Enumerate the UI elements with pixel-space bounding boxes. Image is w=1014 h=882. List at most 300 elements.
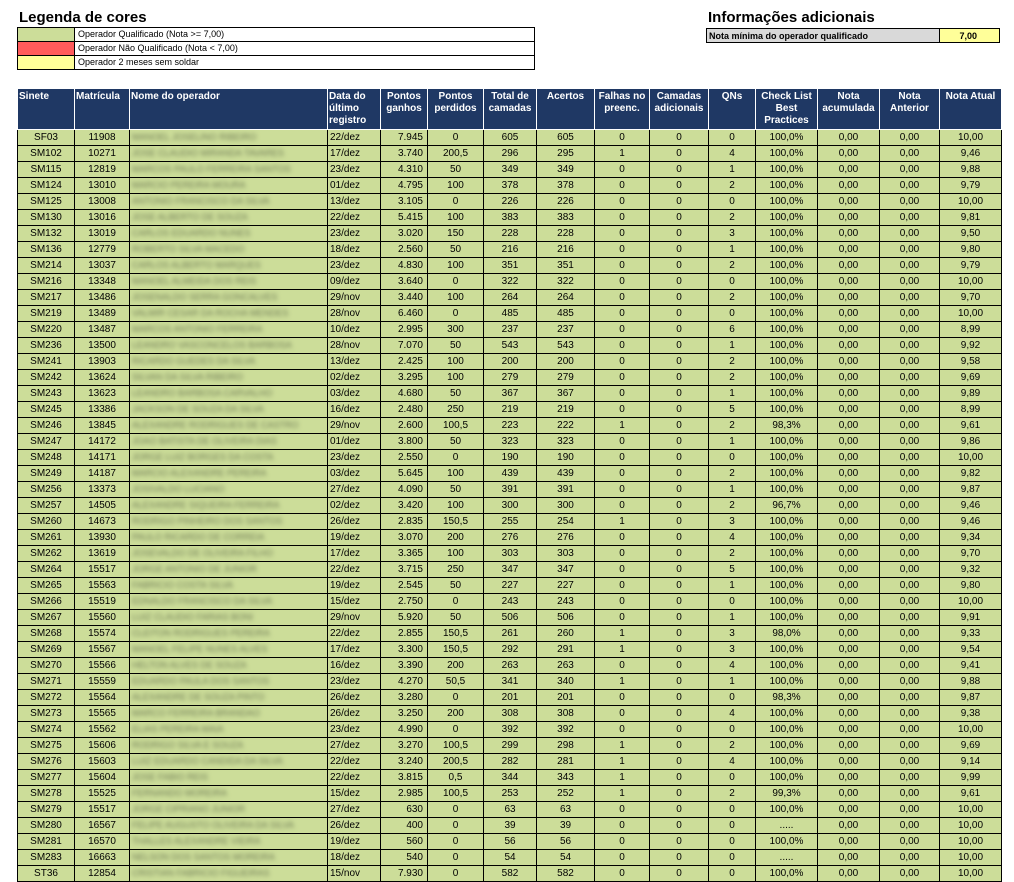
col-header-pontos-perdidos: Pontos perdidos bbox=[428, 89, 484, 130]
cell-acertos: 201 bbox=[537, 690, 595, 706]
cell-sinete: SM236 bbox=[18, 338, 75, 354]
table-row bbox=[18, 290, 1002, 306]
cell-matricula: 15560 bbox=[75, 610, 130, 626]
cell-falhas: 0 bbox=[595, 178, 650, 194]
cell-pontos-perdidos: 150 bbox=[428, 226, 484, 242]
cell-matricula: 13489 bbox=[75, 306, 130, 322]
cell-matricula: 11908 bbox=[75, 130, 130, 146]
cell-total-camadas: 351 bbox=[484, 258, 537, 274]
cell-nota-atual: 8,99 bbox=[940, 322, 1002, 338]
legend-item bbox=[18, 42, 535, 56]
cell-camadas-adicionais: 0 bbox=[650, 642, 709, 658]
cell-matricula: 14172 bbox=[75, 434, 130, 450]
cell-qns: 4 bbox=[709, 754, 756, 770]
cell-sinete: SM271 bbox=[18, 674, 75, 690]
cell-checklist: 100,0% bbox=[756, 770, 818, 786]
cell-nota-atual: 10,00 bbox=[940, 722, 1002, 738]
cell-nota-acumulada: 0,00 bbox=[818, 210, 880, 226]
color-legend bbox=[17, 27, 535, 70]
cell-sinete: SM216 bbox=[18, 274, 75, 290]
cell-total-camadas: 439 bbox=[484, 466, 537, 482]
cell-data: 22/dez bbox=[328, 130, 381, 146]
cell-checklist: 100,0% bbox=[756, 226, 818, 242]
cell-qns: 5 bbox=[709, 562, 756, 578]
table-row bbox=[18, 386, 1002, 402]
cell-nota-acumulada: 0,00 bbox=[818, 514, 880, 530]
cell-pontos-perdidos: 200,5 bbox=[428, 754, 484, 770]
cell-camadas-adicionais: 0 bbox=[650, 370, 709, 386]
cell-sinete: SF03 bbox=[18, 130, 75, 146]
cell-pontos-perdidos: 0 bbox=[428, 274, 484, 290]
cell-matricula: 12819 bbox=[75, 162, 130, 178]
cell-checklist: 100,0% bbox=[756, 194, 818, 210]
operator-name: LUIZ CLAUDIO FARIAS BONI bbox=[132, 612, 254, 622]
cell-nota-atual: 9,38 bbox=[940, 706, 1002, 722]
cell-matricula: 13930 bbox=[75, 530, 130, 546]
cell-nota-atual: 9,46 bbox=[940, 146, 1002, 162]
cell-total-camadas: 303 bbox=[484, 546, 537, 562]
cell-acertos: 506 bbox=[537, 610, 595, 626]
operator-name: ALEXANDRE DE SOUZA PINTO bbox=[132, 692, 265, 702]
cell-pontos-ganhos: 5.415 bbox=[381, 210, 428, 226]
cell-nome bbox=[130, 178, 328, 194]
cell-nota-acumulada: 0,00 bbox=[818, 834, 880, 850]
cell-data: 16/dez bbox=[328, 402, 381, 418]
cell-nota-acumulada: 0,00 bbox=[818, 370, 880, 386]
cell-camadas-adicionais: 0 bbox=[650, 546, 709, 562]
legend-swatch bbox=[18, 42, 75, 56]
cell-matricula: 13348 bbox=[75, 274, 130, 290]
cell-qns: 1 bbox=[709, 578, 756, 594]
cell-matricula: 15519 bbox=[75, 594, 130, 610]
cell-total-camadas: 349 bbox=[484, 162, 537, 178]
cell-nome bbox=[130, 578, 328, 594]
cell-matricula: 14187 bbox=[75, 466, 130, 482]
table-row bbox=[18, 610, 1002, 626]
cell-nota-acumulada: 0,00 bbox=[818, 546, 880, 562]
info-table bbox=[706, 28, 1000, 43]
cell-qns: 1 bbox=[709, 610, 756, 626]
cell-pontos-perdidos: 0 bbox=[428, 722, 484, 738]
cell-nome bbox=[130, 306, 328, 322]
cell-falhas: 1 bbox=[595, 674, 650, 690]
cell-sinete: SM265 bbox=[18, 578, 75, 594]
cell-nota-acumulada: 0,00 bbox=[818, 482, 880, 498]
cell-nota-acumulada: 0,00 bbox=[818, 610, 880, 626]
cell-acertos: 243 bbox=[537, 594, 595, 610]
cell-sinete: SM246 bbox=[18, 418, 75, 434]
cell-pontos-ganhos: 4.090 bbox=[381, 482, 428, 498]
cell-pontos-ganhos: 4.830 bbox=[381, 258, 428, 274]
table-row bbox=[18, 242, 1002, 258]
cell-checklist: 100,0% bbox=[756, 610, 818, 626]
cell-pontos-perdidos: 50 bbox=[428, 482, 484, 498]
cell-nome bbox=[130, 386, 328, 402]
cell-data: 10/dez bbox=[328, 322, 381, 338]
cell-nota-acumulada: 0,00 bbox=[818, 338, 880, 354]
cell-checklist: 100,0% bbox=[756, 738, 818, 754]
cell-checklist: 100,0% bbox=[756, 322, 818, 338]
cell-acertos: 252 bbox=[537, 786, 595, 802]
cell-qns: 3 bbox=[709, 226, 756, 242]
cell-sinete: SM257 bbox=[18, 498, 75, 514]
cell-qns: 2 bbox=[709, 290, 756, 306]
cell-camadas-adicionais: 0 bbox=[650, 338, 709, 354]
cell-acertos: 190 bbox=[537, 450, 595, 466]
cell-nota-acumulada: 0,00 bbox=[818, 866, 880, 882]
operators-table bbox=[17, 88, 1002, 882]
cell-nome bbox=[130, 626, 328, 642]
cell-nome bbox=[130, 610, 328, 626]
cell-camadas-adicionais: 0 bbox=[650, 306, 709, 322]
table-row bbox=[18, 562, 1002, 578]
table-row bbox=[18, 770, 1002, 786]
cell-qns: 2 bbox=[709, 786, 756, 802]
cell-falhas: 1 bbox=[595, 514, 650, 530]
info-title: Informações adicionais bbox=[708, 9, 875, 26]
cell-sinete: SM275 bbox=[18, 738, 75, 754]
cell-qns: 0 bbox=[709, 130, 756, 146]
table-row bbox=[18, 434, 1002, 450]
cell-pontos-ganhos: 7.945 bbox=[381, 130, 428, 146]
cell-nome bbox=[130, 482, 328, 498]
cell-checklist: 100,0% bbox=[756, 386, 818, 402]
cell-acertos: 308 bbox=[537, 706, 595, 722]
cell-data: 01/dez bbox=[328, 434, 381, 450]
cell-pontos-perdidos: 100 bbox=[428, 210, 484, 226]
cell-pontos-perdidos: 100,5 bbox=[428, 418, 484, 434]
cell-nota-anterior: 0,00 bbox=[880, 498, 940, 514]
cell-total-camadas: 263 bbox=[484, 658, 537, 674]
table-row bbox=[18, 850, 1002, 866]
cell-nota-atual: 9,50 bbox=[940, 226, 1002, 242]
cell-pontos-ganhos: 2.985 bbox=[381, 786, 428, 802]
cell-pontos-ganhos: 3.270 bbox=[381, 738, 428, 754]
cell-sinete: SM249 bbox=[18, 466, 75, 482]
cell-falhas: 0 bbox=[595, 290, 650, 306]
cell-sinete: SM268 bbox=[18, 626, 75, 642]
cell-camadas-adicionais: 0 bbox=[650, 770, 709, 786]
cell-data: 18/dez bbox=[328, 242, 381, 258]
cell-acertos: 279 bbox=[537, 370, 595, 386]
operator-name: PAULO RICARDO DE CORREIA bbox=[132, 532, 265, 542]
cell-nome bbox=[130, 786, 328, 802]
cell-nome bbox=[130, 802, 328, 818]
cell-falhas: 0 bbox=[595, 370, 650, 386]
col-header-camadas-adicionais: Camadas adicionais bbox=[650, 89, 709, 130]
cell-nota-atual: 8,99 bbox=[940, 402, 1002, 418]
cell-sinete: SM274 bbox=[18, 722, 75, 738]
cell-acertos: 263 bbox=[537, 658, 595, 674]
cell-matricula: 12779 bbox=[75, 242, 130, 258]
cell-pontos-ganhos: 3.420 bbox=[381, 498, 428, 514]
cell-total-camadas: 392 bbox=[484, 722, 537, 738]
cell-falhas: 0 bbox=[595, 466, 650, 482]
cell-camadas-adicionais: 0 bbox=[650, 482, 709, 498]
cell-pontos-ganhos: 3.640 bbox=[381, 274, 428, 290]
cell-checklist: 100,0% bbox=[756, 370, 818, 386]
cell-nome bbox=[130, 130, 328, 146]
cell-acertos: 227 bbox=[537, 578, 595, 594]
cell-falhas: 0 bbox=[595, 546, 650, 562]
cell-data: 23/dez bbox=[328, 722, 381, 738]
cell-nome bbox=[130, 850, 328, 866]
cell-nota-anterior: 0,00 bbox=[880, 674, 940, 690]
cell-data: 22/dez bbox=[328, 626, 381, 642]
cell-total-camadas: 344 bbox=[484, 770, 537, 786]
cell-qns: 4 bbox=[709, 706, 756, 722]
cell-falhas: 0 bbox=[595, 354, 650, 370]
cell-qns: 6 bbox=[709, 322, 756, 338]
cell-nome bbox=[130, 818, 328, 834]
cell-data: 23/dez bbox=[328, 450, 381, 466]
cell-acertos: 291 bbox=[537, 642, 595, 658]
cell-total-camadas: 383 bbox=[484, 210, 537, 226]
cell-checklist: 100,0% bbox=[756, 210, 818, 226]
cell-nota-anterior: 0,00 bbox=[880, 610, 940, 626]
cell-pontos-ganhos: 5.920 bbox=[381, 610, 428, 626]
cell-matricula: 13019 bbox=[75, 226, 130, 242]
cell-pontos-ganhos: 2.855 bbox=[381, 626, 428, 642]
cell-falhas: 0 bbox=[595, 130, 650, 146]
cell-falhas: 0 bbox=[595, 274, 650, 290]
cell-nota-atual: 9,54 bbox=[940, 642, 1002, 658]
cell-nome bbox=[130, 706, 328, 722]
cell-data: 29/nov bbox=[328, 290, 381, 306]
cell-matricula: 13008 bbox=[75, 194, 130, 210]
cell-sinete: SM242 bbox=[18, 370, 75, 386]
cell-data: 15/nov bbox=[328, 866, 381, 882]
cell-falhas: 0 bbox=[595, 866, 650, 882]
cell-nota-acumulada: 0,00 bbox=[818, 786, 880, 802]
table-row bbox=[18, 818, 1002, 834]
cell-data: 16/dez bbox=[328, 658, 381, 674]
operator-name: JOSEVALDO DE OLIVEIRA FILHO bbox=[132, 548, 273, 558]
cell-nome bbox=[130, 354, 328, 370]
cell-nota-atual: 10,00 bbox=[940, 450, 1002, 466]
cell-pontos-perdidos: 0 bbox=[428, 850, 484, 866]
operator-name: JOAO BATISTA DE OLIVEIRA DIAS bbox=[132, 436, 277, 446]
cell-nota-anterior: 0,00 bbox=[880, 562, 940, 578]
cell-nota-anterior: 0,00 bbox=[880, 642, 940, 658]
cell-pontos-perdidos: 200,5 bbox=[428, 146, 484, 162]
cell-pontos-ganhos: 2.835 bbox=[381, 514, 428, 530]
cell-nota-acumulada: 0,00 bbox=[818, 706, 880, 722]
cell-acertos: 349 bbox=[537, 162, 595, 178]
cell-matricula: 15517 bbox=[75, 802, 130, 818]
cell-qns: 3 bbox=[709, 642, 756, 658]
cell-matricula: 15606 bbox=[75, 738, 130, 754]
cell-nota-atual: 9,99 bbox=[940, 770, 1002, 786]
cell-nota-anterior: 0,00 bbox=[880, 482, 940, 498]
cell-falhas: 0 bbox=[595, 242, 650, 258]
cell-total-camadas: 223 bbox=[484, 418, 537, 434]
cell-qns: 2 bbox=[709, 258, 756, 274]
cell-checklist: 100,0% bbox=[756, 594, 818, 610]
cell-data: 23/dez bbox=[328, 226, 381, 242]
cell-total-camadas: 323 bbox=[484, 434, 537, 450]
cell-data: 19/dez bbox=[328, 578, 381, 594]
cell-acertos: 485 bbox=[537, 306, 595, 322]
cell-camadas-adicionais: 0 bbox=[650, 834, 709, 850]
cell-camadas-adicionais: 0 bbox=[650, 178, 709, 194]
operator-name: RICARDO GUEDES DA SILVA bbox=[132, 356, 256, 366]
table-row bbox=[18, 530, 1002, 546]
cell-pontos-ganhos: 7.070 bbox=[381, 338, 428, 354]
cell-pontos-ganhos: 4.310 bbox=[381, 162, 428, 178]
table-row bbox=[18, 690, 1002, 706]
table-row bbox=[18, 546, 1002, 562]
cell-qns: 1 bbox=[709, 482, 756, 498]
cell-pontos-ganhos: 3.740 bbox=[381, 146, 428, 162]
cell-falhas: 0 bbox=[595, 706, 650, 722]
cell-nome bbox=[130, 402, 328, 418]
operator-name: NELSON DOS SANTOS MOREIRA bbox=[132, 852, 275, 862]
cell-qns: 1 bbox=[709, 162, 756, 178]
table-row bbox=[18, 402, 1002, 418]
cell-total-camadas: 347 bbox=[484, 562, 537, 578]
cell-pontos-perdidos: 300 bbox=[428, 322, 484, 338]
cell-nome bbox=[130, 450, 328, 466]
cell-checklist: 100,0% bbox=[756, 242, 818, 258]
cell-total-camadas: 237 bbox=[484, 322, 537, 338]
cell-falhas: 0 bbox=[595, 594, 650, 610]
cell-acertos: 237 bbox=[537, 322, 595, 338]
cell-camadas-adicionais: 0 bbox=[650, 578, 709, 594]
cell-sinete: SM124 bbox=[18, 178, 75, 194]
cell-acertos: 264 bbox=[537, 290, 595, 306]
cell-camadas-adicionais: 0 bbox=[650, 274, 709, 290]
cell-pontos-ganhos: 400 bbox=[381, 818, 428, 834]
cell-pontos-perdidos: 0 bbox=[428, 834, 484, 850]
cell-camadas-adicionais: 0 bbox=[650, 818, 709, 834]
cell-camadas-adicionais: 0 bbox=[650, 258, 709, 274]
table-row bbox=[18, 274, 1002, 290]
cell-pontos-perdidos: 50 bbox=[428, 610, 484, 626]
cell-acertos: 323 bbox=[537, 434, 595, 450]
table-row bbox=[18, 626, 1002, 642]
cell-data: 26/dez bbox=[328, 818, 381, 834]
table-row bbox=[18, 658, 1002, 674]
cell-checklist: 100,0% bbox=[756, 178, 818, 194]
cell-nota-acumulada: 0,00 bbox=[818, 242, 880, 258]
cell-data: 23/dez bbox=[328, 258, 381, 274]
cell-nota-atual: 9,46 bbox=[940, 498, 1002, 514]
operator-name: MARCOS PAULO FERREIRA SANTOS bbox=[132, 164, 291, 174]
cell-data: 19/dez bbox=[328, 530, 381, 546]
cell-checklist: ..... bbox=[756, 818, 818, 834]
cell-nome bbox=[130, 162, 328, 178]
legend-swatch bbox=[18, 56, 75, 70]
cell-matricula: 15562 bbox=[75, 722, 130, 738]
cell-matricula: 13623 bbox=[75, 386, 130, 402]
cell-qns: 1 bbox=[709, 338, 756, 354]
cell-nota-atual: 10,00 bbox=[940, 818, 1002, 834]
cell-camadas-adicionais: 0 bbox=[650, 402, 709, 418]
cell-sinete: SM219 bbox=[18, 306, 75, 322]
min-grade-value: 7,00 bbox=[940, 29, 1000, 43]
cell-checklist: 100,0% bbox=[756, 274, 818, 290]
cell-sinete: SM136 bbox=[18, 242, 75, 258]
col-header-nome: Nome do operador bbox=[130, 89, 328, 130]
cell-nota-atual: 9,34 bbox=[940, 530, 1002, 546]
cell-falhas: 1 bbox=[595, 642, 650, 658]
operator-name: EDNALDO FRANCISCO DA SILVA bbox=[132, 596, 273, 606]
table-row bbox=[18, 834, 1002, 850]
cell-nota-atual: 10,00 bbox=[940, 834, 1002, 850]
cell-checklist: 100,0% bbox=[756, 754, 818, 770]
operator-name: VALMIR CESAR DA ROCHA MENDES bbox=[132, 308, 289, 318]
cell-pontos-ganhos: 3.280 bbox=[381, 690, 428, 706]
cell-sinete: SM266 bbox=[18, 594, 75, 610]
cell-falhas: 0 bbox=[595, 210, 650, 226]
cell-camadas-adicionais: 0 bbox=[650, 242, 709, 258]
cell-nota-anterior: 0,00 bbox=[880, 194, 940, 210]
cell-nota-acumulada: 0,00 bbox=[818, 322, 880, 338]
operator-name: MANOEL ALMEIDA DOS REIS bbox=[132, 276, 257, 286]
cell-nota-anterior: 0,00 bbox=[880, 418, 940, 434]
cell-data: 02/dez bbox=[328, 370, 381, 386]
cell-checklist: 100,0% bbox=[756, 546, 818, 562]
cell-pontos-ganhos: 2.550 bbox=[381, 450, 428, 466]
cell-total-camadas: 219 bbox=[484, 402, 537, 418]
cell-total-camadas: 299 bbox=[484, 738, 537, 754]
cell-nota-anterior: 0,00 bbox=[880, 306, 940, 322]
cell-data: 13/dez bbox=[328, 354, 381, 370]
operator-name: MARCIO PEREIRA MOURA bbox=[132, 180, 246, 190]
cell-nota-anterior: 0,00 bbox=[880, 866, 940, 882]
cell-acertos: 347 bbox=[537, 562, 595, 578]
cell-pontos-ganhos: 3.440 bbox=[381, 290, 428, 306]
cell-falhas: 0 bbox=[595, 690, 650, 706]
cell-camadas-adicionais: 0 bbox=[650, 610, 709, 626]
cell-data: 23/dez bbox=[328, 674, 381, 690]
cell-nome bbox=[130, 770, 328, 786]
cell-pontos-perdidos: 0 bbox=[428, 818, 484, 834]
cell-nota-anterior: 0,00 bbox=[880, 530, 940, 546]
table-row bbox=[18, 354, 1002, 370]
cell-pontos-perdidos: 50 bbox=[428, 434, 484, 450]
operator-name: ROBERTO SILVA MACEDO bbox=[132, 244, 245, 254]
cell-data: 28/nov bbox=[328, 306, 381, 322]
operator-name: EDUARDO PAULA DOS SANTOS bbox=[132, 676, 270, 686]
cell-matricula: 16570 bbox=[75, 834, 130, 850]
cell-nota-anterior: 0,00 bbox=[880, 354, 940, 370]
cell-nota-atual: 10,00 bbox=[940, 274, 1002, 290]
operator-name: FELIPE AUGUSTO OLIVEIRA DA SILVA bbox=[132, 820, 295, 830]
legend-item bbox=[18, 56, 535, 70]
cell-pontos-perdidos: 50,5 bbox=[428, 674, 484, 690]
cell-pontos-perdidos: 100,5 bbox=[428, 786, 484, 802]
cell-camadas-adicionais: 0 bbox=[650, 866, 709, 882]
cell-nota-atual: 9,86 bbox=[940, 434, 1002, 450]
operator-name: FERNANDO MOREIRA bbox=[132, 788, 228, 798]
cell-falhas: 1 bbox=[595, 770, 650, 786]
cell-total-camadas: 605 bbox=[484, 130, 537, 146]
table-row bbox=[18, 258, 1002, 274]
cell-nota-anterior: 0,00 bbox=[880, 226, 940, 242]
cell-pontos-perdidos: 100 bbox=[428, 354, 484, 370]
cell-data: 22/dez bbox=[328, 770, 381, 786]
cell-matricula: 13619 bbox=[75, 546, 130, 562]
cell-acertos: 378 bbox=[537, 178, 595, 194]
cell-nota-atual: 9,14 bbox=[940, 754, 1002, 770]
cell-falhas: 0 bbox=[595, 194, 650, 210]
cell-sinete: SM280 bbox=[18, 818, 75, 834]
cell-pontos-ganhos: 3.240 bbox=[381, 754, 428, 770]
cell-total-camadas: 485 bbox=[484, 306, 537, 322]
cell-falhas: 0 bbox=[595, 338, 650, 354]
